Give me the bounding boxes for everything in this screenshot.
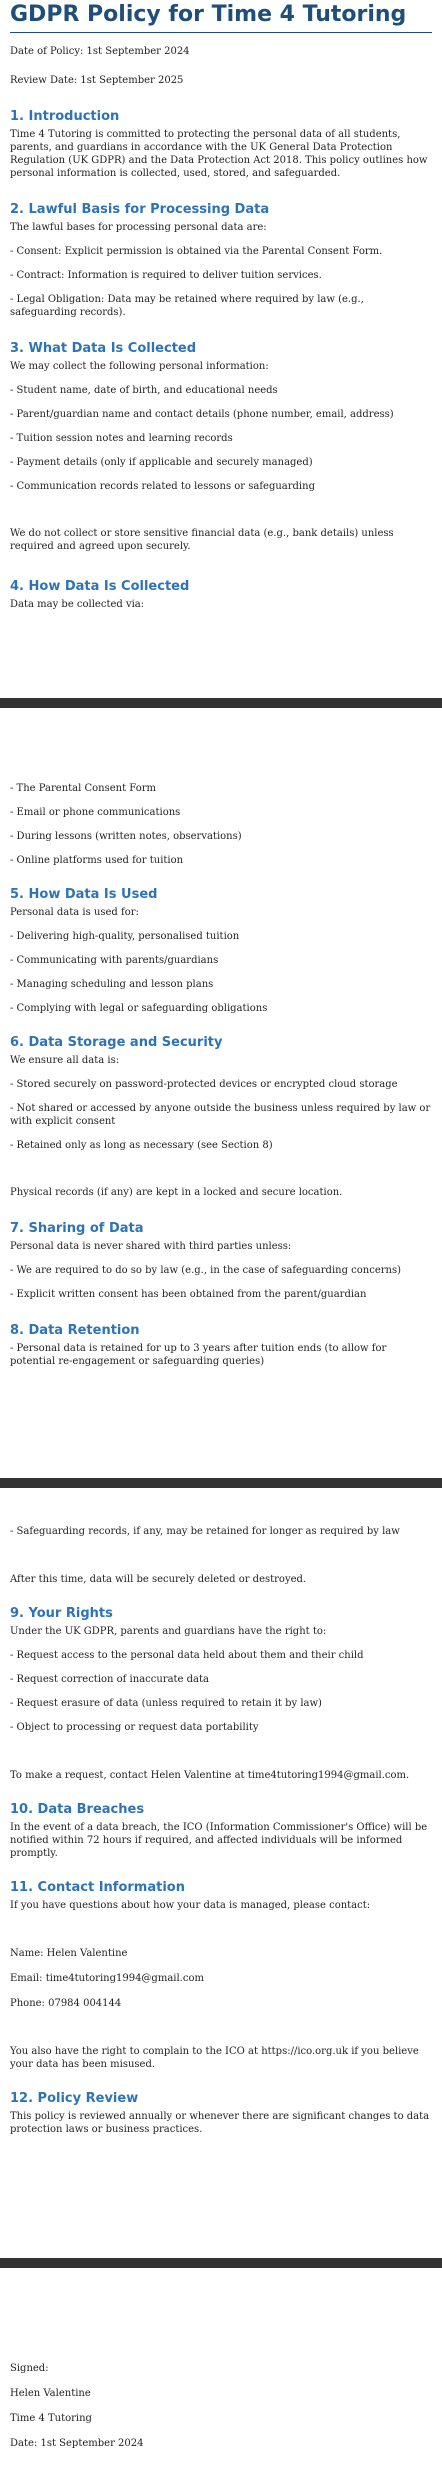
lawful-basis-intro: The lawful bases for processing personal data are: (10, 222, 267, 233)
section-heading-storage-security: 6. Data Storage and Security (10, 1035, 223, 1050)
list-item: - Online platforms used for tuition (10, 855, 184, 866)
list-item: - Managing scheduling and lesson plans (10, 979, 214, 990)
list-item: - During lessons (written notes, observations) (10, 831, 242, 842)
section-heading-data-collected: 3. What Data Is Collected (10, 341, 197, 356)
section-heading-retention: 8. Data Retention (10, 1323, 140, 1338)
signature-label: Signed: (10, 2363, 49, 2374)
list-item: - Tuition session notes and learning records (10, 433, 233, 444)
list-item: - We are required to do so by law (e.g., in the case of safeguarding concerns) (10, 1265, 402, 1276)
list-item: - The Parental Consent Form (10, 783, 156, 794)
list-item: - Complying with legal or safeguarding obligations (10, 1003, 268, 1014)
section-heading-data-breaches: 10. Data Breaches (10, 1802, 145, 1817)
page-separator (0, 1478, 442, 1488)
section-heading-introduction: 1. Introduction (10, 109, 120, 124)
data-collected-note: We do not collect or store sensitive financial data (e.g., bank details) unless required and agreed upon securely. (10, 528, 394, 552)
retention-note: After this time, data will be securely deleted or destroyed. (10, 1574, 307, 1585)
list-item: - Object to processing or request data portability (10, 1722, 259, 1733)
list-item: - Request erasure of data (unless required to retain it by law) (10, 1698, 322, 1709)
document-page-2 (0, 708, 442, 1478)
document-page-4 (0, 2268, 442, 2471)
list-item: - Request correction of inaccurate data (10, 1674, 209, 1685)
list-item: - Request access to the personal data held about them and their child (10, 1650, 364, 1661)
contact-phone: Phone: 07984 004144 (10, 1998, 122, 2009)
page-separator (0, 2258, 442, 2268)
list-item: - Contract: Information is required to deliver tuition services. (10, 270, 322, 281)
how-collected-intro: Data may be collected via: (10, 599, 145, 610)
signature-date: Date: 1st September 2024 (10, 2438, 144, 2449)
signature-business: Time 4 Tutoring (10, 2413, 92, 2424)
list-item: - Not shared or accessed by anyone outside the business unless required by law or with explicit consent (10, 1103, 431, 1127)
document-title: GDPR Policy for Time 4 Tutoring (10, 2, 407, 27)
contact-name: Name: Helen Valentine (10, 1948, 128, 1959)
contact-intro: If you have questions about how your data is managed, please contact: (10, 1900, 371, 1911)
contact-email: Email: time4tutoring1994@gmail.com (10, 1973, 204, 1984)
policy-review-body: This policy is reviewed annually or whenever there are significant changes to data protection laws or business practices. (10, 2111, 430, 2135)
signature-name: Helen Valentine (10, 2388, 91, 2399)
storage-security-note: Physical records (if any) are kept in a locked and secure location. (10, 1187, 343, 1198)
list-item: - Stored securely on password-protected devices or encrypted cloud storage (10, 1079, 398, 1090)
page-separator (0, 698, 442, 708)
your-rights-note: To make a request, contact Helen Valentine at time4tutoring1994@gmail.com. (10, 1770, 410, 1781)
list-item: - Consent: Explicit permission is obtained via the Parental Consent Form. (10, 246, 383, 257)
title-underline (10, 32, 432, 33)
list-item: - Communicating with parents/guardians (10, 955, 219, 966)
section-heading-lawful-basis: 2. Lawful Basis for Processing Data (10, 202, 270, 217)
your-rights-intro: Under the UK GDPR, parents and guardians have the right to: (10, 1626, 327, 1637)
section-heading-sharing: 7. Sharing of Data (10, 1221, 144, 1236)
list-item: - Safeguarding records, if any, may be retained for longer as required by law (10, 1526, 400, 1537)
list-item: - Retained only as long as necessary (see Section 8) (10, 1140, 273, 1151)
how-used-intro: Personal data is used for: (10, 907, 139, 918)
section-heading-how-used: 5. How Data Is Used (10, 887, 158, 902)
section-heading-how-collected: 4. How Data Is Collected (10, 579, 190, 594)
review-date: Review Date: 1st September 2025 (10, 75, 184, 86)
list-item: - Student name, date of birth, and educational needs (10, 385, 278, 396)
list-item: - Email or phone communications (10, 807, 181, 818)
section-heading-contact: 11. Contact Information (10, 1880, 185, 1895)
data-collected-intro: We may collect the following personal information: (10, 361, 269, 372)
section-heading-your-rights: 9. Your Rights (10, 1606, 113, 1621)
date-of-policy: Date of Policy: 1st September 2024 (10, 46, 190, 57)
list-item: - Personal data is retained for up to 3 years after tuition ends (to allow for potential re-engagement or safeguarding queries) (10, 1343, 387, 1367)
introduction-body: Time 4 Tutoring is committed to protecting the personal data of all students, parents, and guardians in accordance with the UK General Data Protection Regulation (UK GDPR) and the Data Protection Act 2018. This policy outlines how personal information is collected, used, stored, and safeguarded. (10, 129, 428, 179)
list-item: - Communication records related to lessons or safeguarding (10, 481, 315, 492)
list-item: - Delivering high-quality, personalised tuition (10, 931, 240, 942)
data-breaches-body: In the event of a data breach, the ICO (Information Commissioner's Office) will be notified within 72 hours if required, and affected individuals will be informed promptly. (10, 1822, 428, 1859)
document-page-1 (0, 0, 442, 698)
list-item: - Payment details (only if applicable and securely managed) (10, 457, 313, 468)
list-item: - Parent/guardian name and contact details (phone number, email, address) (10, 409, 394, 420)
section-heading-policy-review: 12. Policy Review (10, 2091, 139, 2106)
document-page-3 (0, 1488, 442, 2258)
sharing-intro: Personal data is never shared with third parties unless: (10, 1241, 292, 1252)
list-item: - Legal Obligation: Data may be retained where required by law (e.g., safeguarding records). (10, 294, 364, 318)
list-item: - Explicit written consent has been obtained from the parent/guardian (10, 1289, 367, 1300)
contact-note: You also have the right to complain to the ICO at https://ico.org.uk if you believe your data has been misused. (10, 2046, 419, 2070)
storage-security-intro: We ensure all data is: (10, 1055, 120, 1066)
